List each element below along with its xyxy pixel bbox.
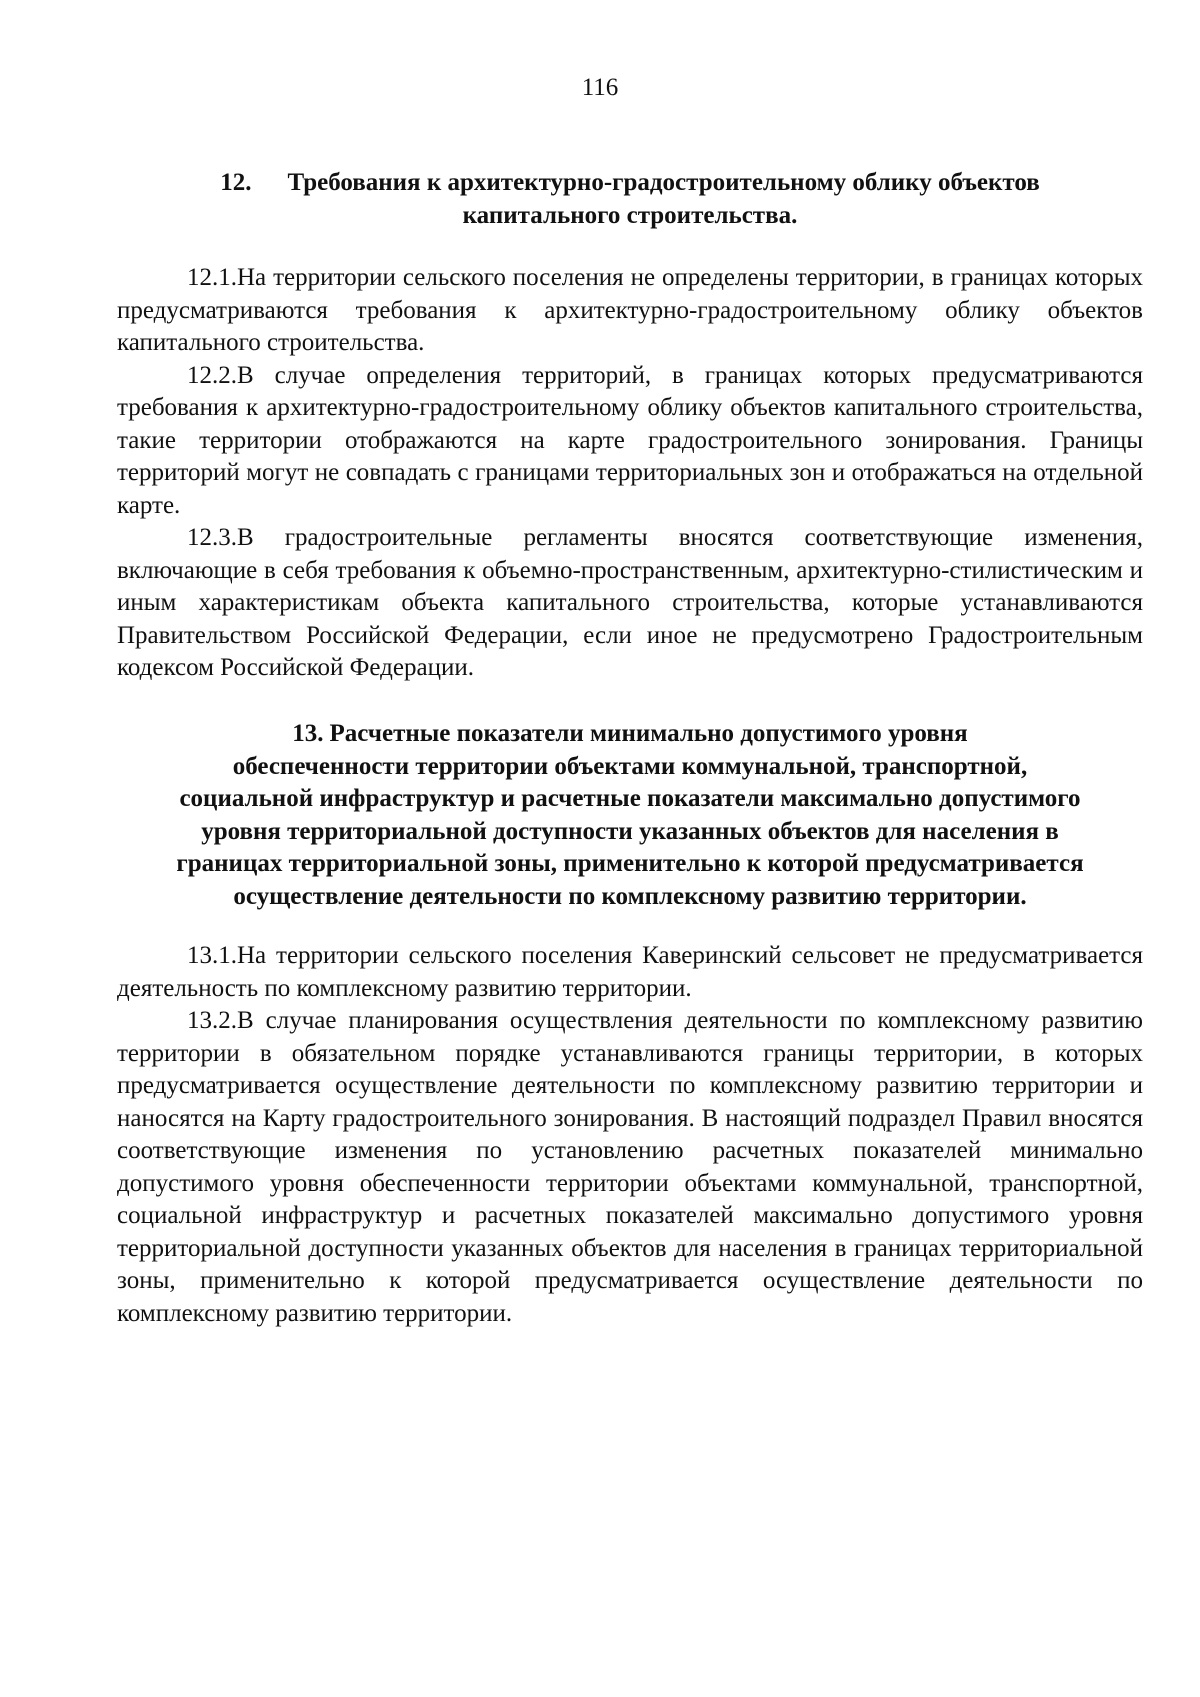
section-12-title-line-2: капитального строительства. [462,201,798,229]
section-13-title-line-2: обеспеченности территории объектами коммунальной, транспортной, [232,752,1028,780]
paragraph-12-3 [117,522,1143,685]
paragraph-13-2 [117,1005,1143,1330]
section-13-title-line-3: социальной инфраструктур и расчетные показатели максимально допустимого [179,785,1081,812]
paragraph-text: В градостроительные регламенты вносятся соответствующие изменения, включающие в себя требования к объемно-пространственным, архитектурно-стилистическим и иным характеристикам объекта капитального строительства, которые устанавливаются Правительством Российской Федерации, если иное не предусмотрено Градостроительным кодексом Российской Федерации. [117,524,1143,681]
paragraph-text: В случае определения территорий, в границах которых предусматриваются требования к архитектурно-градостроительному облику объектов капитального строительства, такие территории отображаются на карте градостроительного зонирования. Границы территорий могут не совпадать с границами территориальных зон и отображаться на отдельной карте. [117,361,1143,519]
section-13-number: 13. [292,720,324,747]
section-13-body [117,940,1143,1330]
paragraph-text: На территории сельского поселения Каверинский сельсовет не предусматривается деятельность по комплексному развитию территории. [117,942,1143,1002]
paragraph-number: 13.1. [187,942,237,969]
paragraph-13-1 [117,940,1143,1005]
section-13-title-line-6: осуществление деятельности по комплексному развитию территории. [233,882,1027,910]
section-13-title-line-4: уровня территориальной доступности указанных объектов для населения в [201,817,1059,845]
section-13-title-line-1 [117,718,1143,751]
section-12-title-text: Требования к архитектурно-градостроительному облику объектов [287,169,1040,196]
section-13-title-text: Расчетные показатели минимально допустимого уровня [329,720,968,747]
paragraph-number: 12.2. [187,361,237,389]
section-12-number: 12. [220,169,252,196]
paragraph-text: На территории сельского поселения не определены территории, в границах которых предусматриваются требования к архитектурно-градостроительному облику объектов капитального строительства. [117,264,1143,356]
section-12-body [117,262,1143,685]
paragraph-number: 12.3. [187,524,237,551]
section-12-heading [117,167,1143,232]
section-13-title-line-5: границах территориальной зоны, применительно к которой предусматривается [176,850,1084,877]
section-12-title-line-1 [117,167,1143,200]
paragraph-text: В случае планирования осуществления деятельности по комплексному развитию территории в обязательном порядке устанавливаются границы территории, в которых предусматривается осуществление деятельности по комплексному развитию территории и наносятся на Карту градостроительного зонирования. В настоящий подраздел Правил вносятся соответствующие изменения по установлению расчетных показателей минимально допустимого уровня обеспеченности территории объектами коммунальной, транспортной, социальной инфраструктур и расчетных показателей максимально допустимого уровня территориальной доступности указанных объектов для населения в границах территориальной зоны, применительно к которой предусматривается осуществление деятельности по комплексному развитию территории. [117,1007,1143,1327]
paragraph-number: 13.2. [187,1007,237,1034]
paragraph-12-2 [117,360,1143,523]
section-13-heading [117,718,1143,913]
paragraph-number: 12.1. [187,264,237,291]
page-number: 116 [581,74,619,101]
paragraph-12-1 [117,262,1143,360]
